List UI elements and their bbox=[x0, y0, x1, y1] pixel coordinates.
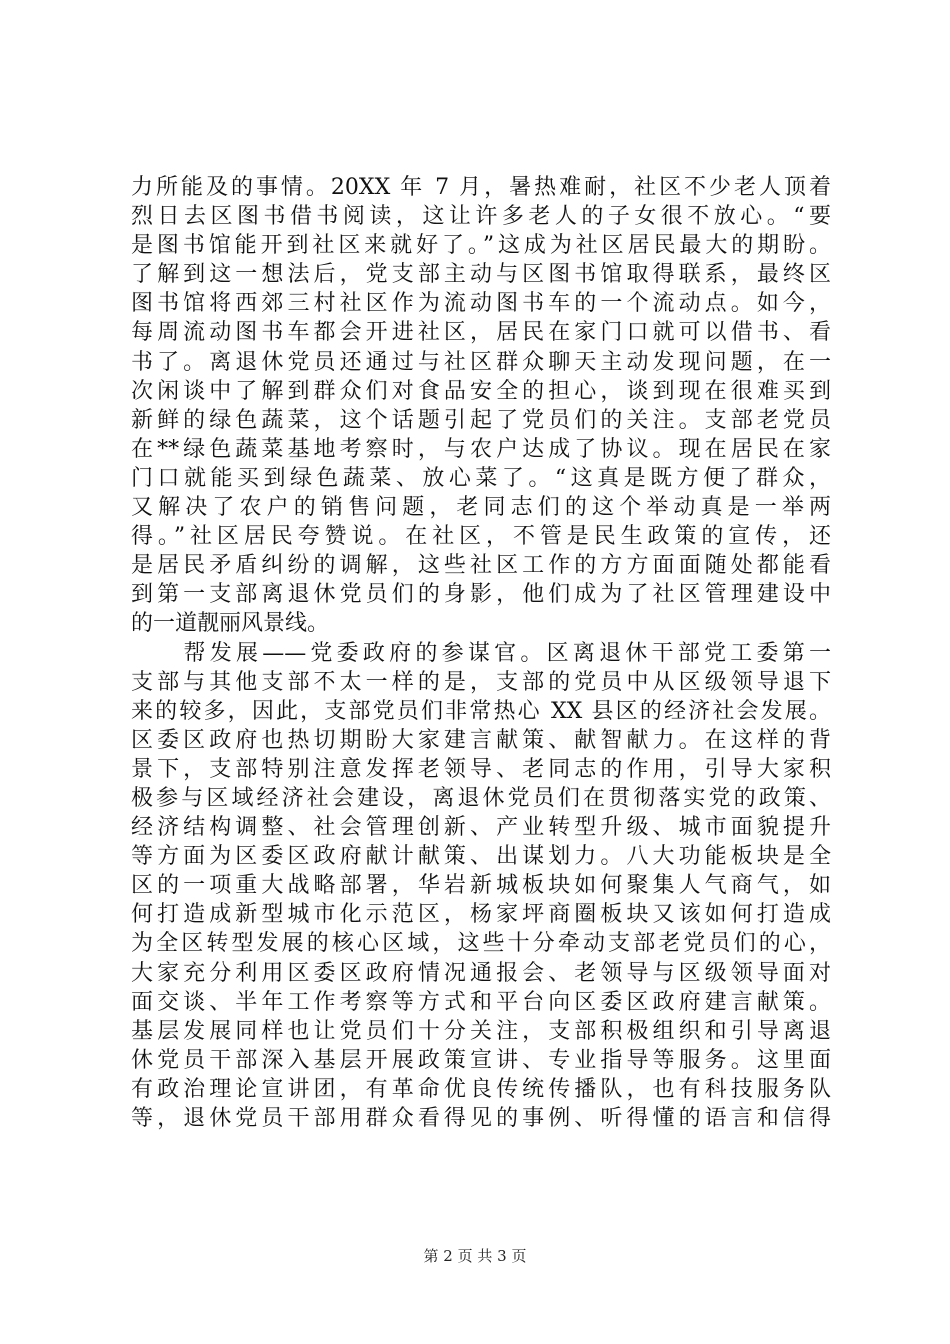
page-footer: 第 2 页 共 3 页 bbox=[423, 1247, 527, 1265]
text-line: 面交谈、半年工作考察等方式和平台向区委区政府建言献策。 bbox=[131, 989, 831, 1015]
text-line: 等，退休党员干部用群众看得见的事例、听得懂的语言和信得 bbox=[131, 1106, 831, 1131]
text-line: 得。”社区居民夸赞说。在社区，不管是民生政策的宣传，还 bbox=[131, 524, 831, 550]
text-line: 次闲谈中了解到群众们对食品安全的担心，谈到现在很难买到 bbox=[131, 378, 831, 404]
text-line: 经济结构调整、社会管理创新、产业转型升级、城市面貌提升 bbox=[131, 815, 831, 841]
text-line: 是图书馆能开到社区来就好了。”这成为社区居民最大的期盼。 bbox=[131, 233, 831, 259]
text-line: 来的较多，因此，支部党员们非常热心 XX 县区的经济社会发展。 bbox=[131, 698, 831, 724]
text-line: 在**绿色蔬菜基地考察时，与农户达成了协议。现在居民在家 bbox=[131, 436, 831, 462]
text-line: 是居民矛盾纠纷的调解，这些社区工作的方方面面随处都能看 bbox=[131, 553, 831, 579]
body-text bbox=[131, 173, 831, 1133]
text-line: 为全区转型发展的核心区域，这些十分牵动支部老党员们的心， bbox=[131, 931, 831, 957]
text-line: 又解决了农户的销售问题，老同志们的这个举动真是一举两 bbox=[131, 495, 831, 521]
text-line: 等方面为区委区政府献计献策、出谋划力。八大功能板块是全 bbox=[131, 844, 831, 870]
text-line: 区委区政府也热切期盼大家建言献策、献智献力。在这样的背 bbox=[131, 727, 831, 753]
text-line: 烈日去区图书借书阅读，这让许多老人的子女很不放心。“要 bbox=[131, 204, 831, 230]
text-line: 力所能及的事情。20XX 年 7 月，暑热难耐，社区不少老人顶着 bbox=[131, 175, 831, 200]
text-line: 门口就能买到绿色蔬菜、放心菜了。“这真是既方便了群众， bbox=[131, 465, 831, 491]
text-line: 区的一项重大战略部署，华岩新城板块如何聚集人气商气，如 bbox=[131, 873, 831, 899]
text-line: 帮发展——党委政府的参谋官。区离退休干部党工委第一 bbox=[131, 640, 831, 666]
text-line: 基层发展同样也让党员们十分关注，支部积极组织和引导离退 bbox=[131, 1018, 831, 1044]
text-line: 图书馆将西郊三村社区作为流动图书车的一个流动点。如今， bbox=[131, 291, 831, 317]
text-line: 了解到这一想法后，党支部主动与区图书馆取得联系，最终区 bbox=[131, 262, 831, 288]
text-line: 新鲜的绿色蔬菜，这个话题引起了党员们的关注。支部老党员 bbox=[131, 407, 831, 433]
text-line: 极参与区域经济社会建设，离退休党员们在贯彻落实党的政策、 bbox=[131, 785, 831, 811]
text-line: 书了。离退休党员还通过与社区群众聊天主动发现问题，在一 bbox=[131, 349, 831, 375]
text-line: 景下，支部特别注意发挥老领导、老同志的作用，引导大家积 bbox=[131, 756, 831, 782]
text-line: 每周流动图书车都会开进社区，居民在家门口就可以借书、看 bbox=[131, 320, 831, 346]
text-line: 支部与其他支部不太一样的是，支部的党员中从区级领导退下 bbox=[131, 669, 831, 695]
text-line: 休党员干部深入基层开展政策宣讲、专业指导等服务。这里面 bbox=[131, 1047, 831, 1073]
text-line: 大家充分利用区委区政府情况通报会、老领导与区级领导面对 bbox=[131, 960, 831, 986]
text-line: 的一道靓丽风景线。 bbox=[131, 611, 330, 637]
text-line: 何打造成新型城市化示范区，杨家坪商圈板块又该如何打造成 bbox=[131, 902, 831, 928]
text-line: 到第一支部离退休党员们的身影，他们成为了社区管理建设中 bbox=[131, 582, 831, 608]
text-line: 有政治理论宣讲团，有革命优良传统传播队，也有科技服务队 bbox=[131, 1076, 831, 1102]
